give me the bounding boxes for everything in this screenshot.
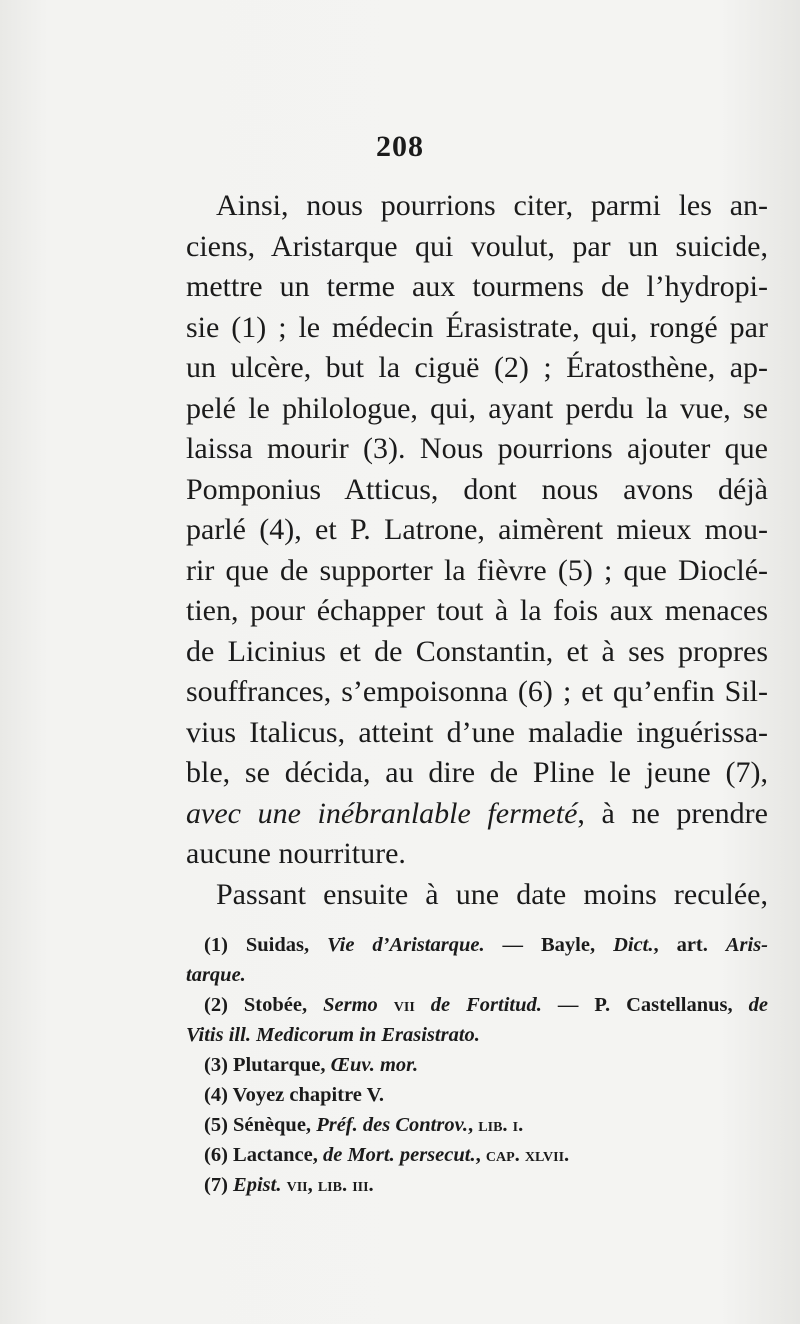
text-line: vius Italicus, atteint d’une maladie inguérissa- bbox=[186, 715, 768, 749]
text-line: aucune nourriture. bbox=[186, 837, 406, 870]
text-line: pelé le philologue, qui, ayant perdu la vue, se bbox=[186, 391, 768, 425]
page-number: 208 bbox=[376, 130, 424, 163]
footnote-1: (1) Suidas, Vie d’Aristarque. — Bayle, Dict., art. Aris- bbox=[204, 934, 768, 956]
text-line: Ainsi, nous pourrions citer, parmi les an- bbox=[216, 189, 768, 222]
footnote-5: (5) Sénèque, Préf. des Controv., lib. i. bbox=[204, 1114, 524, 1136]
footnote-2-cont: Vitis ill. Medicorum in Erasistrato. bbox=[186, 1024, 480, 1046]
footnote-1-cont: tarque. bbox=[186, 964, 246, 986]
text-line: un ulcère, but la ciguë (2) ; Ératosthène, ap- bbox=[186, 351, 768, 384]
text-fragment: , à ne prendre bbox=[577, 796, 768, 830]
footnote-7: (7) Epist. vii, lib. iii. bbox=[204, 1174, 374, 1196]
footnotes bbox=[186, 930, 768, 1200]
text-line: tien, pour échapper tout à la fois aux menaces bbox=[186, 594, 768, 627]
main-text bbox=[186, 186, 768, 915]
text-line: souffrances, s’empoisonna (6) ; et qu’enfin Sil- bbox=[186, 675, 768, 708]
text-line: parlé (4), et P. Latrone, aimèrent mieux mou- bbox=[186, 513, 768, 546]
text-line: laissa mourir (3). Nous pourrions ajouter que bbox=[186, 432, 768, 465]
text-line: sie (1) ; le médecin Érasistrate, qui, rongé par bbox=[186, 310, 768, 344]
text-line: Passant ensuite à une date moins reculée, bbox=[216, 877, 768, 911]
text-line: mettre un terme aux tourmens de l’hydropi- bbox=[186, 270, 768, 303]
footnote-2: (2) Stobée, Sermo vii de Fortitud. — P. Castellanus, de bbox=[204, 994, 768, 1016]
text-line: ciens, Aristarque qui voulut, par un suicide, bbox=[186, 229, 768, 263]
text-line: de Licinius et de Constantin, et à ses propres bbox=[186, 634, 768, 668]
text-line: rir que de supporter la fièvre (5) ; que Dioclé- bbox=[186, 553, 768, 587]
text-line-mixed bbox=[186, 794, 768, 835]
footnote-3: (3) Plutarque, Œuv. mor. bbox=[204, 1054, 419, 1076]
footnote-6: (6) Lactance, de Mort. persecut., cap. xlvii. bbox=[204, 1144, 570, 1166]
text-line: ble, se décida, au dire de Pline le jeune (7), bbox=[186, 756, 768, 789]
footnote-4: (4) Voyez chapitre V. bbox=[204, 1084, 384, 1106]
text-line: Pomponius Atticus, dont nous avons déjà bbox=[186, 472, 768, 506]
italic-phrase: avec une inébranlable fermeté bbox=[186, 796, 578, 830]
